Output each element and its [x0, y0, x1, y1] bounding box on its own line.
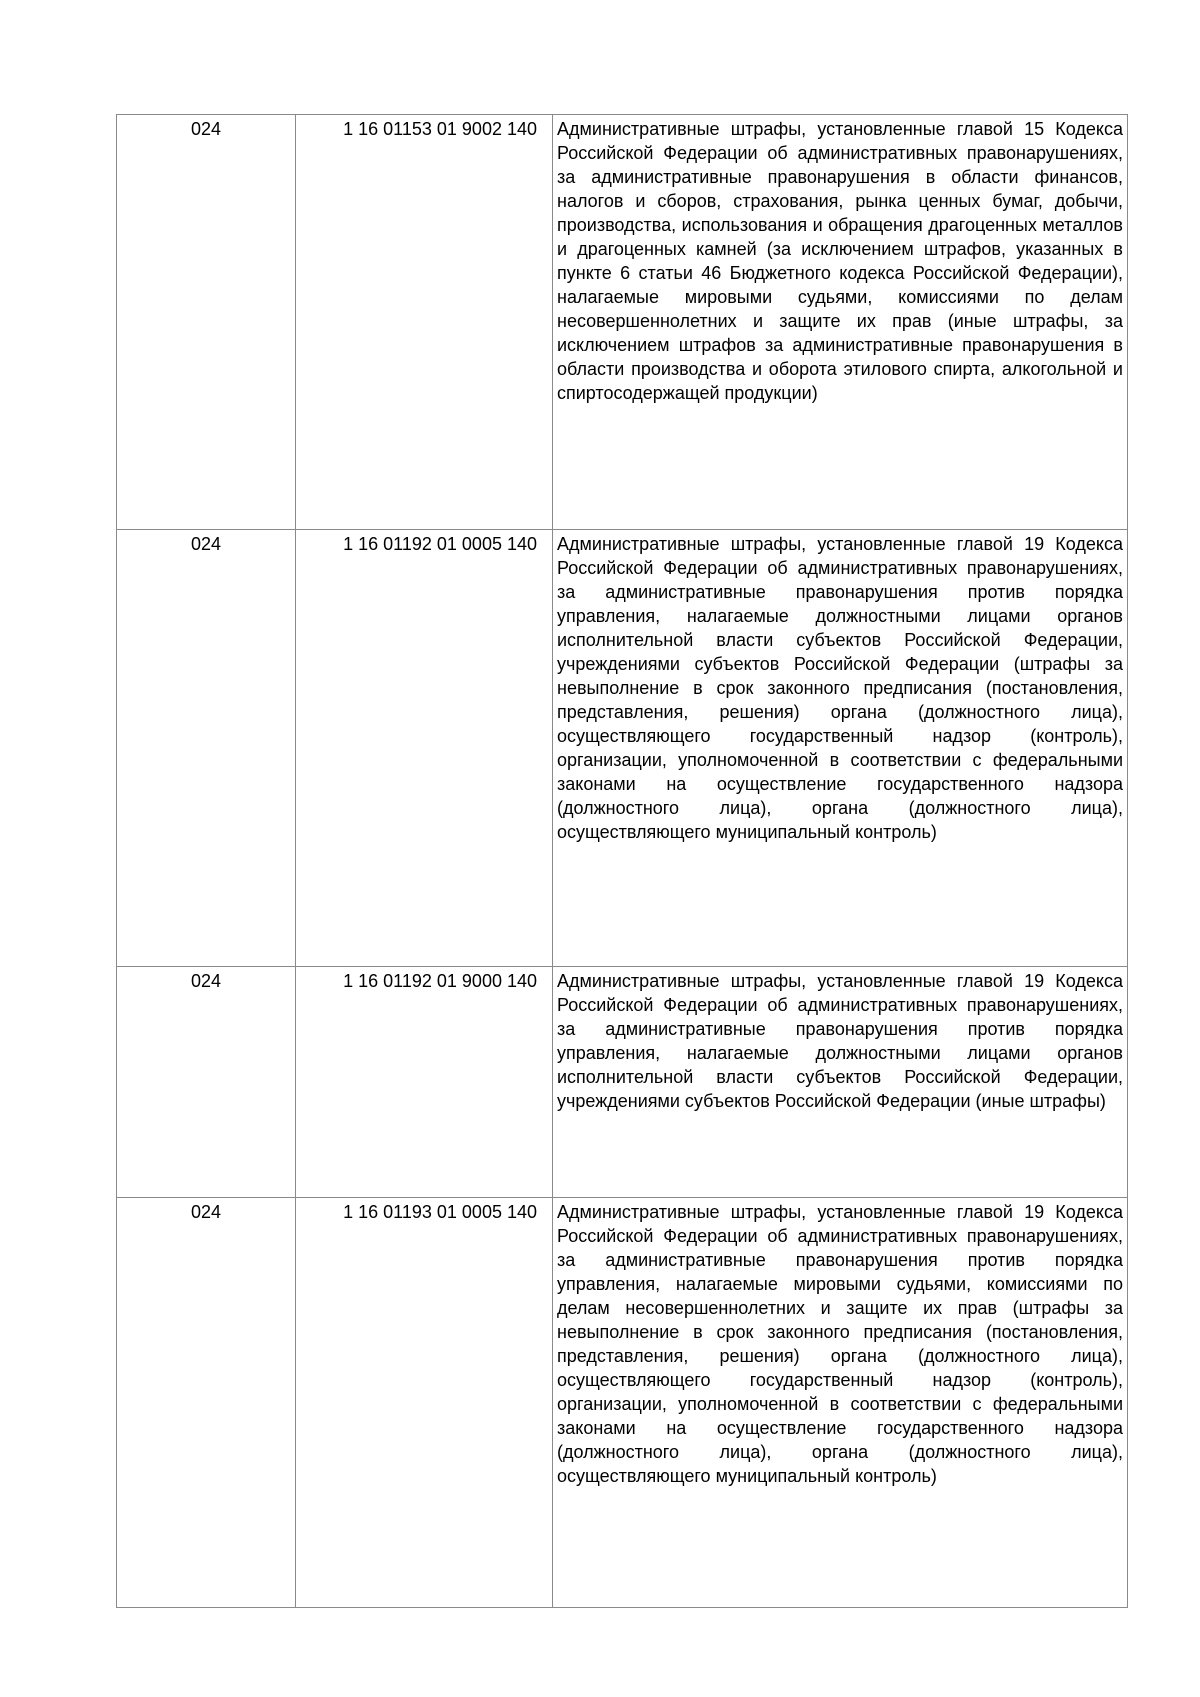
table-row	[117, 530, 1128, 967]
income-codes-table	[116, 114, 1128, 1608]
income-code-cell: 1 16 01192 01 0005 140	[296, 530, 553, 967]
table-row	[117, 1198, 1128, 1608]
income-code-cell: 1 16 01192 01 9000 140	[296, 967, 553, 1198]
income-code-cell: 1 16 01153 01 9002 140	[296, 115, 553, 530]
admin-code-cell: 024	[117, 115, 296, 530]
description-cell: Административные штрафы, установленные главой 19 Кодекса Российской Федерации об административных правонарушениях, за административные правонарушения против порядка управления, налагаемые должностными лицами органов исполнительной власти субъектов Российской Федерации, учреждениями субъектов Российской Федерации (иные штрафы)	[553, 967, 1128, 1198]
table-row	[117, 967, 1128, 1198]
table-row	[117, 115, 1128, 530]
admin-code-cell: 024	[117, 1198, 296, 1608]
admin-code-cell: 024	[117, 967, 296, 1198]
description-cell: Административные штрафы, установленные главой 15 Кодекса Российской Федерации об административных правонарушениях, за административные правонарушения в области финансов, налогов и сборов, страхования, рынка ценных бумаг, добычи, производства, использования и обращения драгоценных металлов и драгоценных камней (за исключением штрафов, указанных в пункте 6 статьи 46 Бюджетного кодекса Российской Федерации), налагаемые мировыми судьями, комиссиями по делам несовершеннолетних и защите их прав (иные штрафы, за исключением штрафов за административные правонарушения в области производства и оборота этилового спирта, алкогольной и спиртосодержащей продукции)	[553, 115, 1128, 530]
description-cell: Административные штрафы, установленные главой 19 Кодекса Российской Федерации об административных правонарушениях, за административные правонарушения против порядка управления, налагаемые должностными лицами органов исполнительной власти субъектов Российской Федерации, учреждениями субъектов Российской Федерации (штрафы за невыполнение в срок законного предписания (постановления, представления, решения) органа (должностного лица), осуществляющего государственный надзор (контроль), организации, уполномоченной в соответствии с федеральными законами на осуществление государственного надзора (должностного лица), органа (должностного лица), осуществляющего муниципальный контроль)	[553, 530, 1128, 967]
description-cell: Административные штрафы, установленные главой 19 Кодекса Российской Федерации об административных правонарушениях, за административные правонарушения против порядка управления, налагаемые мировыми судьями, комиссиями по делам несовершеннолетних и защите их прав (штрафы за невыполнение в срок законного предписания (постановления, представления, решения) органа (должностного лица), осуществляющего государственный надзор (контроль), организации, уполномоченной в соответствии с федеральными законами на осуществление государственного надзора (должностного лица), органа (должностного лица), осуществляющего муниципальный контроль)	[553, 1198, 1128, 1608]
admin-code-cell: 024	[117, 530, 296, 967]
income-code-cell: 1 16 01193 01 0005 140	[296, 1198, 553, 1608]
